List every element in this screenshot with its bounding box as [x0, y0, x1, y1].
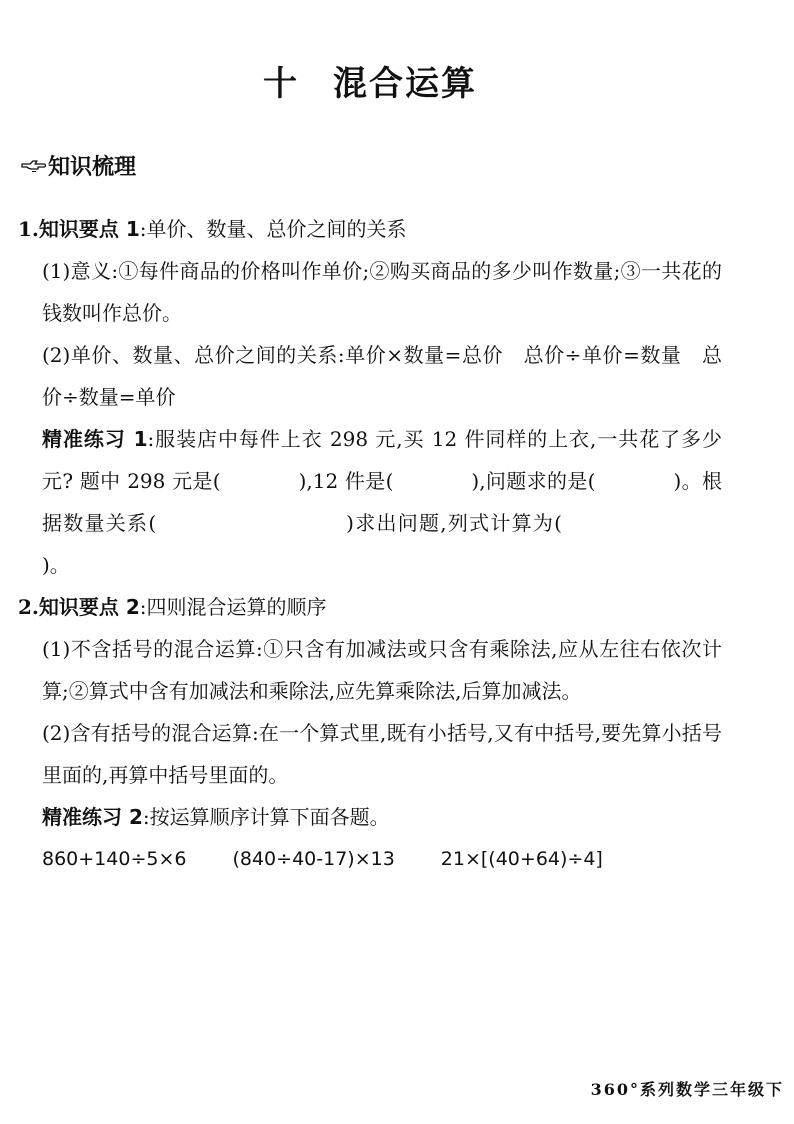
exercise-1 — [18, 418, 722, 586]
exercise-1-text-e: )求出问题,列式计算为( — [346, 511, 562, 535]
item-1-label: 知识要点 1 — [38, 217, 140, 241]
item-2-heading — [18, 586, 722, 628]
footer-series-label: 360°系列数学三年级下 — [590, 1080, 784, 1099]
expression-2: (840÷40-17)×13 — [232, 848, 395, 870]
item-2-paragraph-2: (2)含有括号的混合运算:在一个算式里,既有小括号,又有中括号,要先算小括号里面的,再算中括号里面的。 — [42, 721, 722, 787]
chapter-number: 十 — [263, 64, 299, 104]
content — [18, 208, 722, 880]
item-1-paragraph-1: (1)意义:①每件商品的价格叫作单价;②购买商品的多少叫作数量;③一共花的钱数叫作总价。 — [42, 259, 722, 325]
section-heading — [20, 150, 136, 181]
exercise-2 — [18, 796, 722, 838]
item-1-topic: :单价、数量、总价之间的关系 — [139, 217, 407, 241]
item-1-paragraph-2: (2)单价、数量、总价之间的关系:单价×数量=总价 总价÷单价=数量 总价÷数量=单价 — [42, 343, 722, 409]
item-2-paragraph-1: (1)不含括号的混合运算:①只含有加减法或只含有乘除法,应从左往右依次计算;②算式中含有加减法和乘除法,应先算乘除法,后算加减法。 — [42, 637, 722, 703]
section-heading-text: 知识梳理 — [48, 155, 137, 180]
item-1-heading — [18, 208, 722, 250]
item-2-topic: :四则混合运算的顺序 — [139, 595, 327, 619]
pointing-hand-icon — [20, 158, 46, 174]
exercise-1-text-a: :服装店中每件上衣 298 元,买 12 件同样的上衣,一共花了多少元? 题中 298 元是( — [42, 427, 722, 493]
exercise-2-label: 精准练习 2 — [42, 805, 143, 829]
item-2-label: 知识要点 2 — [38, 595, 140, 619]
expression-row — [18, 838, 722, 880]
expression-1: 860+140÷5×6 — [42, 848, 187, 870]
exercise-1-label: 精准练习 1 — [42, 427, 148, 451]
exercise-2-text: :按运算顺序计算下面各题。 — [142, 805, 390, 829]
item-2-number: 2. — [18, 595, 39, 619]
page-title — [0, 56, 740, 105]
item-1-number: 1. — [18, 217, 39, 241]
exercise-1-text-b: ),12 件是( — [298, 469, 394, 493]
exercise-1-text-d: )。根据数量关系( — [42, 469, 722, 535]
exercise-1-text-c: ),问题求的是( — [471, 469, 596, 493]
expression-3: 21×[(40+64)÷4] — [440, 848, 603, 870]
chapter-title: 混合运算 — [333, 64, 477, 104]
exercise-1-text-f: )。 — [42, 553, 70, 577]
